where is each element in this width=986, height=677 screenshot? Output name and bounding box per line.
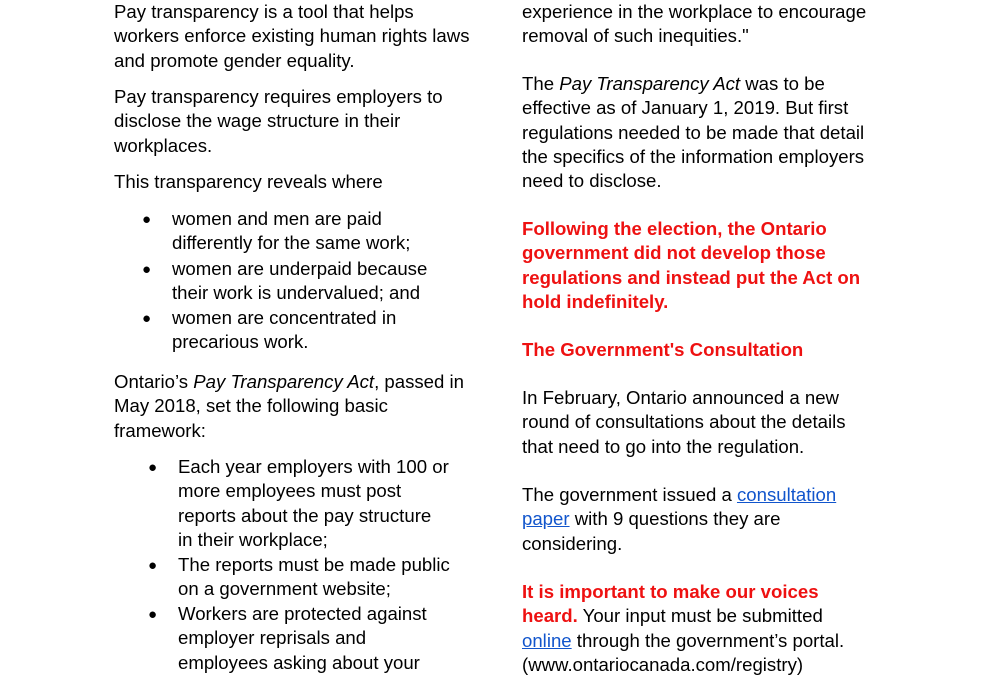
right-paragraph-2: The Pay Transparency Act was to be effective as of January 1, 2019. But first regulations needed to be made that detail the specifics of the information employers need to disclose. xyxy=(522,73,865,192)
right-paragraph-6: It is important to make our voices heard. Your input must be submitted online through the government’s portal. (www.ontariocanada.com/registry) xyxy=(522,581,845,675)
list-item: ● Workers are protected against employer reprisals and employees asking about your xyxy=(148,603,427,673)
right-paragraph-1: experience in the workplace to encourage removal of such inequities." xyxy=(522,1,867,47)
voices-heard: It is important to make our voices heard. xyxy=(522,581,819,627)
consultation-paper-link[interactable]: consultation paper xyxy=(522,484,837,530)
list-item: ● women and men are paid differently for the same work; xyxy=(142,208,411,254)
bullet-icon: ● xyxy=(148,459,158,476)
bullet-icon: ● xyxy=(142,310,152,327)
consultation-heading: The Government's Consultation xyxy=(522,339,804,360)
list-item: ● The reports must be made public on a government website; xyxy=(148,554,450,600)
bullet-icon: ● xyxy=(148,606,158,623)
online-link[interactable]: online xyxy=(522,629,572,651)
left-paragraph-1: Pay transparency is a tool that helps workers enforce existing human rights laws and promote gender equality. xyxy=(114,1,470,71)
list-item: ● women are concentrated in precarious work. xyxy=(142,307,397,353)
left-paragraph-2: Pay transparency requires employers to disclose the wage structure in their workplaces. xyxy=(114,86,443,156)
bullet-icon: ● xyxy=(142,261,152,278)
right-paragraph-5: The government issued a consultation paper with 9 questions they are considering. xyxy=(522,484,837,554)
list-item: ● Each year employers with 100 or more employees must post reports about the pay structure in their workplace; xyxy=(148,456,449,550)
list-item: ● women are underpaid because their work is undervalued; and xyxy=(142,258,428,304)
act-title: Pay Transparency Act xyxy=(559,73,741,94)
left-paragraph-4: Ontario’s Pay Transparency Act, passed in May 2018, set the following basic framework: xyxy=(114,371,465,441)
registry-url: (www.ontariocanada.com/registry) xyxy=(522,653,804,675)
bullet-icon: ● xyxy=(142,211,152,228)
left-paragraph-3: This transparency reveals where xyxy=(114,171,383,192)
bullet-icon: ● xyxy=(148,557,158,574)
right-paragraph-4: In February, Ontario announced a new round of consultations about the details that need to go into the regulation. xyxy=(522,387,846,457)
election-notice: Following the election, the Ontario government did not develop those regulations and instead put the Act on hold indefinitely. xyxy=(522,218,861,312)
act-title: Pay Transparency Act xyxy=(193,371,375,392)
